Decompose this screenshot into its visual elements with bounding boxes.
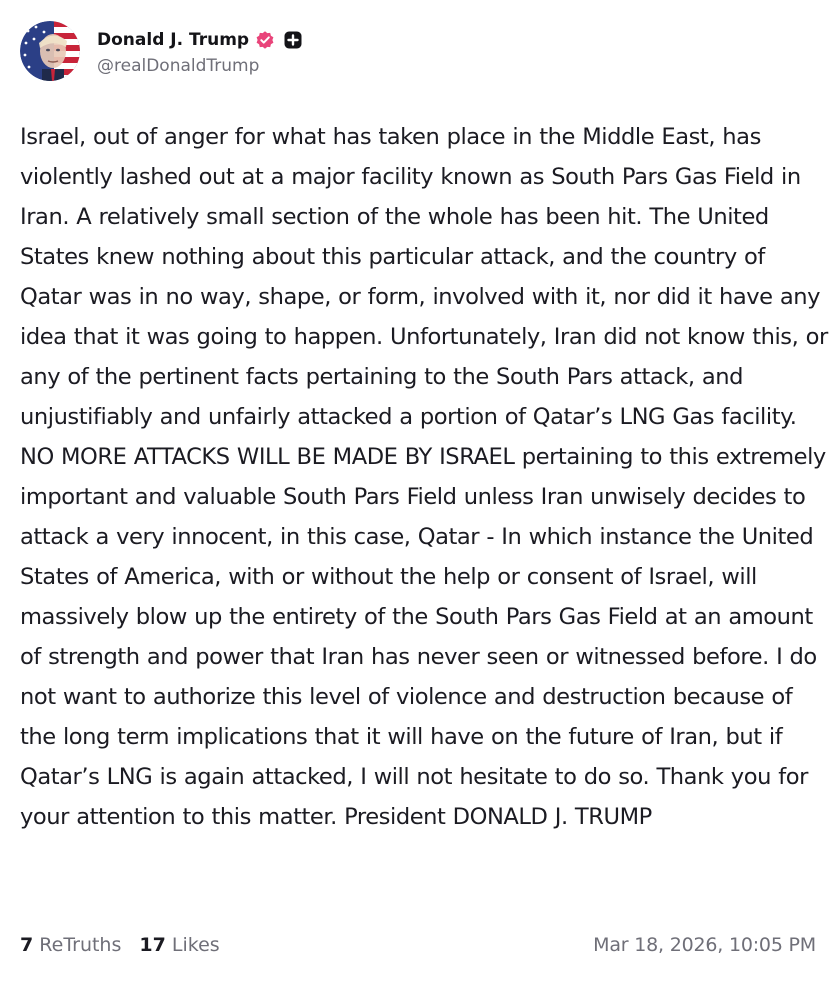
retruths-count: 7 xyxy=(20,934,34,956)
likes-stat[interactable] xyxy=(139,934,219,956)
author-display-name[interactable]: Donald J. Trump xyxy=(97,30,250,50)
likes-count: 17 xyxy=(139,934,166,956)
post-body: Israel, out of anger for what has taken place in the Middle East, has violently lashed out at a major facility known as South Pars Gas Field in Iran. A relatively small section of the whole has been hit. The United States knew nothing about this particular attack, and the country of Qatar was in no way, shape, or form, involved with it, nor did it have any idea that it was going to happen. Unfortunately, Iran did not know this, or any of the pertinent facts pertaining to the South Pars attack, and unjustifiably and unfairly attacked a portion of Qatar’s LNG Gas facility. NO MORE ATTACKS WILL BE MADE BY ISRAEL pertaining to this extremely important and valuable South Pars Field unless Iran unwisely decides to attack a very innocent, in this case, Qatar - In which instance the United States of America, with or without the help or consent of Israel, will massively blow up the entirety of the South Pars Gas Field at an amount of strength and power that Iran has never seen or witnessed before. I do not want to authorize this level of violence and destruction because of the long term implications that it will have on the future of Iran, but if Qatar’s LNG is again attacked, I will not hesitate to do so. Thank you for your attention to this matter. President DONALD J. TRUMP xyxy=(20,124,828,830)
author-info xyxy=(97,26,303,76)
retruths-stat[interactable] xyxy=(20,934,121,956)
post-stats xyxy=(20,934,238,956)
post-timestamp[interactable]: Mar 18, 2026, 10:05 PM xyxy=(593,934,816,956)
post-header xyxy=(20,20,303,82)
avatar-image xyxy=(20,21,80,81)
verified-badge-icon xyxy=(255,30,275,50)
retruths-label: ReTruths xyxy=(39,934,122,956)
author-handle[interactable]: @realDonaldTrump xyxy=(97,56,260,76)
name-row xyxy=(97,26,303,54)
post-footer xyxy=(20,928,816,962)
likes-label: Likes xyxy=(171,934,220,956)
avatar[interactable] xyxy=(20,21,80,81)
plus-badge-icon xyxy=(283,30,303,50)
